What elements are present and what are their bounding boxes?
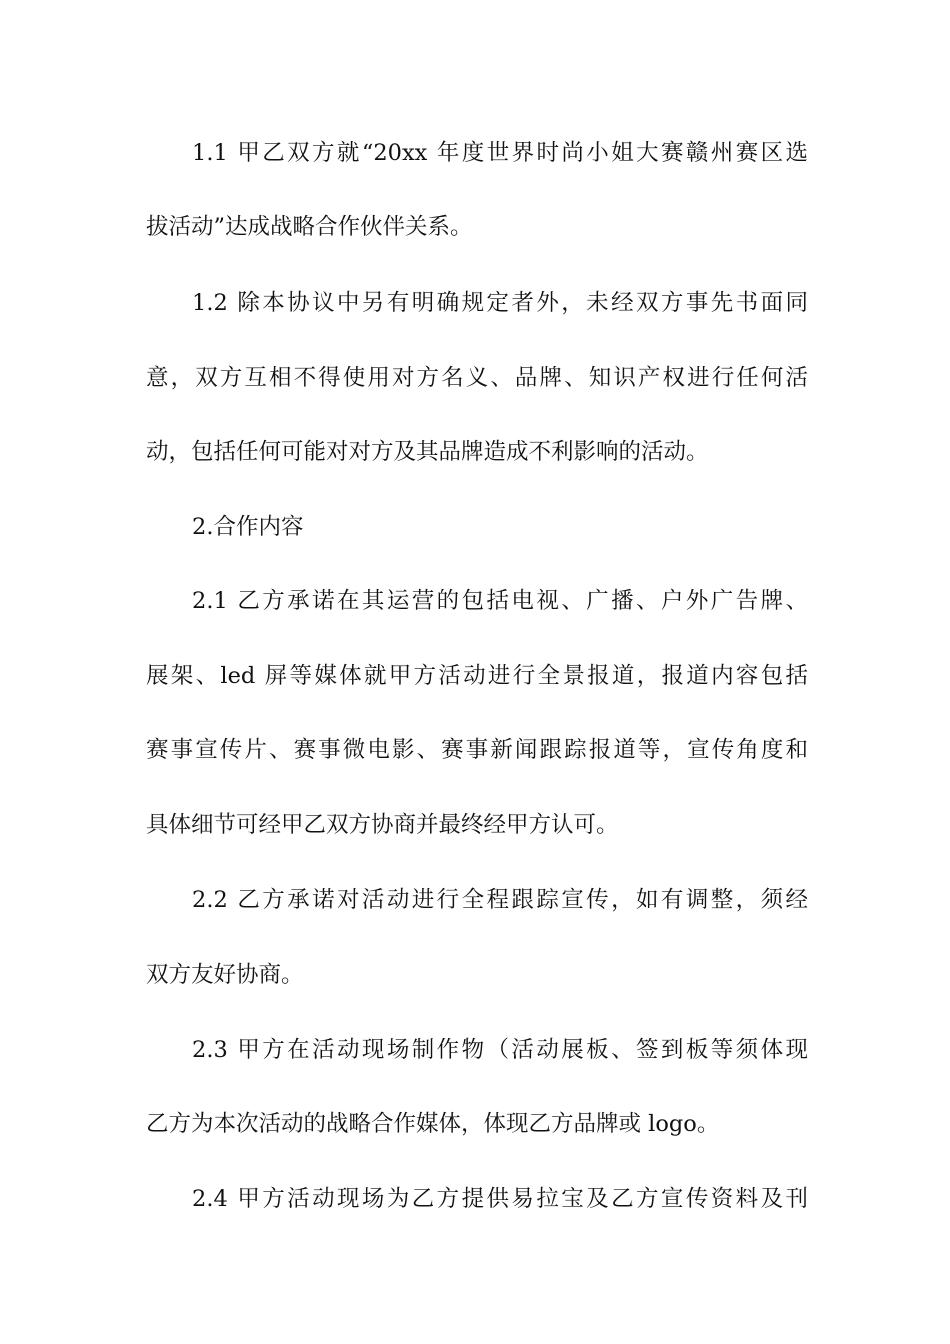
text-line: 2.4 甲方活动现场为乙方提供易拉宝及乙方宣传资料及刊 — [192, 1186, 808, 1212]
text-line: 具体细节可经甲乙双方协商并最终经甲方认可。 — [146, 812, 619, 838]
text-line: 展架、led 屏等媒体就甲方活动进行全景报道，报道内容包括 — [146, 663, 808, 689]
text-line: 赛事宣传片、赛事微电影、赛事新闻跟踪报道等，宣传角度和 — [146, 737, 808, 763]
text-line: 乙方为本次活动的战略合作媒体，体现乙方品牌或 logo。 — [146, 1111, 720, 1137]
text-line: 1.1 甲乙双方就“20xx 年度世界时尚小姐大赛赣州赛区选 — [192, 140, 808, 166]
text-line: 双方友好协商。 — [146, 962, 304, 988]
section-heading: 2.合作内容 — [192, 514, 304, 540]
text-line: 2.3 甲方在活动现场制作物（活动展板、签到板等须体现 — [192, 1037, 808, 1063]
text-line: 意，双方互相不得使用对方名义、品牌、知识产权进行任何活 — [146, 365, 808, 391]
text-line: 2.2 乙方承诺对活动进行全程跟踪宣传，如有调整，须经 — [192, 887, 808, 913]
text-line: 2.1 乙方承诺在其运营的包括电视、广播、户外广告牌、 — [192, 588, 808, 614]
text-line: 1.2 除本协议中另有明确规定者外，未经双方事先书面同 — [192, 290, 808, 316]
text-line: 拔活动”达成战略合作伙伴关系。 — [146, 214, 473, 240]
text-line: 动，包括任何可能对对方及其品牌造成不利影响的活动。 — [146, 439, 709, 465]
